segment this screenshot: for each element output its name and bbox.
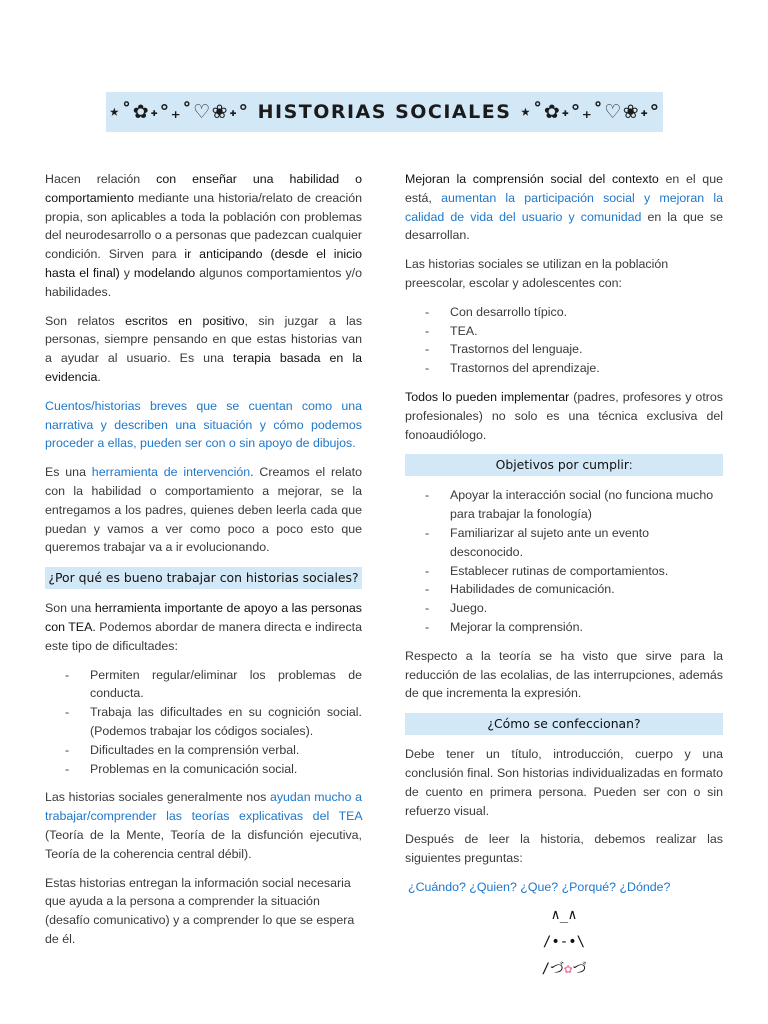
cat-ascii-art (405, 907, 723, 978)
list-item: - Establecer rutinas de comportamientos. (405, 562, 723, 581)
objetivos-list (405, 486, 723, 636)
cat-paws: /づ✿づ (541, 960, 587, 977)
list-item: - Dificultades en la comprensión verbal. (45, 741, 362, 760)
list-item: - Habilidades de comunicación. (405, 580, 723, 599)
section-heading-como: ¿Cómo se confeccionan? (405, 713, 723, 735)
informacion-paragraph: Estas historias entregan la información social necesaria que ayuda a la persona a comprender la situación (desafío comunicativo) y a comprender lo que se espera de él. (45, 875, 355, 946)
list-item: - Trabaja las dificultades en su cognición social. (Podemos trabajar los códigos sociales). (45, 703, 362, 741)
questions-line: ¿Cuándo? ¿Quien? ¿Que? ¿Porqué? ¿Dónde? (408, 879, 671, 894)
left-column (45, 170, 362, 959)
mejoran-paragraph: Mejoran la comprensión social del contexto en el que está, aumentan la participación social y mejoran la calidad de vida del usuario y comunidad en la que se desarrollan. (405, 172, 723, 243)
page-title: ⋆˚✿˖°₊˚♡❀˖° HISTORIAS SOCIALES ⋆˚✿˖°₊˚♡❀˖° (106, 92, 663, 132)
list-item: - Con desarrollo típico. (405, 303, 723, 322)
flower-icon: ✿ (564, 960, 573, 977)
list-item: - Permiten regular/eliminar los problemas de conducta. (45, 666, 362, 704)
list-item: - Trastornos del aprendizaje. (405, 359, 723, 378)
dificultades-list (45, 666, 362, 779)
teorias-paragraph: Las historias sociales generalmente nos ayudan mucho a trabajar/comprender las teorías explicativas del TEA (Teoría de la Mente, Teoría de la disfunción ejecutiva, Teoría de la coherencia central débil). (45, 790, 362, 861)
relatos-paragraph: Son relatos escritos en positivo, sin juzgar a las personas, siempre pensando en que estas historias van a ayudar al usuario. Es una terapia basada en la evidencia. (45, 313, 363, 384)
cat-ears: ∧_∧ (551, 906, 577, 923)
poblacion-list (405, 303, 723, 378)
tea-paragraph: Son una herramienta importante de apoyo a las personas con TEA. Podemos abordar de manera directa e indirecta este tipo de dificultades: (45, 601, 362, 653)
cat-face: /•-•\ (542, 933, 586, 950)
section-heading-objetivos: Objetivos por cumplir: (405, 454, 723, 476)
right-column (405, 170, 723, 988)
list-item: - Trastornos del lenguaje. (405, 340, 723, 359)
confeccion-paragraph: Debe tener un título, introducción, cuerpo y una conclusión final. Son historias individualizadas en formato de cuento en primera persona. Pueden ser con o sin refuerzo visual. (405, 747, 723, 818)
herramienta-paragraph: Es una herramienta de intervención. Creamos el relato con la habilidad o comportamiento a mejorar, se la entregamos a los padres, quienes deben leerla cada que puedan y vamos a ver como poco a poco esto que queremos trabajar va a ir evolucionando. (45, 465, 362, 555)
section-heading-por-que: ¿Por qué es bueno trabajar con historias sociales? (45, 567, 362, 589)
implementar-paragraph: Todos lo pueden implementar (padres, profesores y otros profesionales) no solo es una técnica exclusiva del fonoaudiólogo. (405, 389, 723, 442)
teoria-paragraph: Respecto a la teoría se ha visto que sirve para la reducción de las ecolalias, de las interrupciones, además de que incrementa la expresión. (405, 648, 723, 701)
list-item: - Apoyar la interacción social (no funciona mucho para trabajar la fonología) (405, 486, 723, 524)
list-item: - Mejorar la comprensión. (405, 618, 723, 637)
cuentos-paragraph: Cuentos/historias breves que se cuentan como una narrativa y describen una situación y cómo podemos proceder a ellas, pueden ser con o sin apoyo de dibujos. (45, 398, 362, 451)
list-item: - Juego. (405, 599, 723, 618)
list-item: - TEA. (405, 322, 723, 341)
list-item: - Familiarizar al sujeto ante un evento desconocido. (405, 524, 723, 562)
intro-paragraph: Hacen relación con enseñar una habilidad o comportamiento mediante una historia/relato de creación propia, son aplicables a toda la población con problemas del neurodesarrollo o a personas que padezcan cualquier condición. Sirven para ir anticipando (desde el inicio hasta el final) y modelando algunos comportamientos y/o habilidades. (45, 172, 363, 299)
list-item: - Problemas en la comunicación social. (45, 760, 362, 779)
preguntas-paragraph: Después de leer la historia, debemos realizar las siguientes preguntas: (405, 832, 723, 866)
poblacion-paragraph: Las historias sociales se utilizan en la población preescolar, escolar y adolescentes con: (405, 257, 669, 290)
